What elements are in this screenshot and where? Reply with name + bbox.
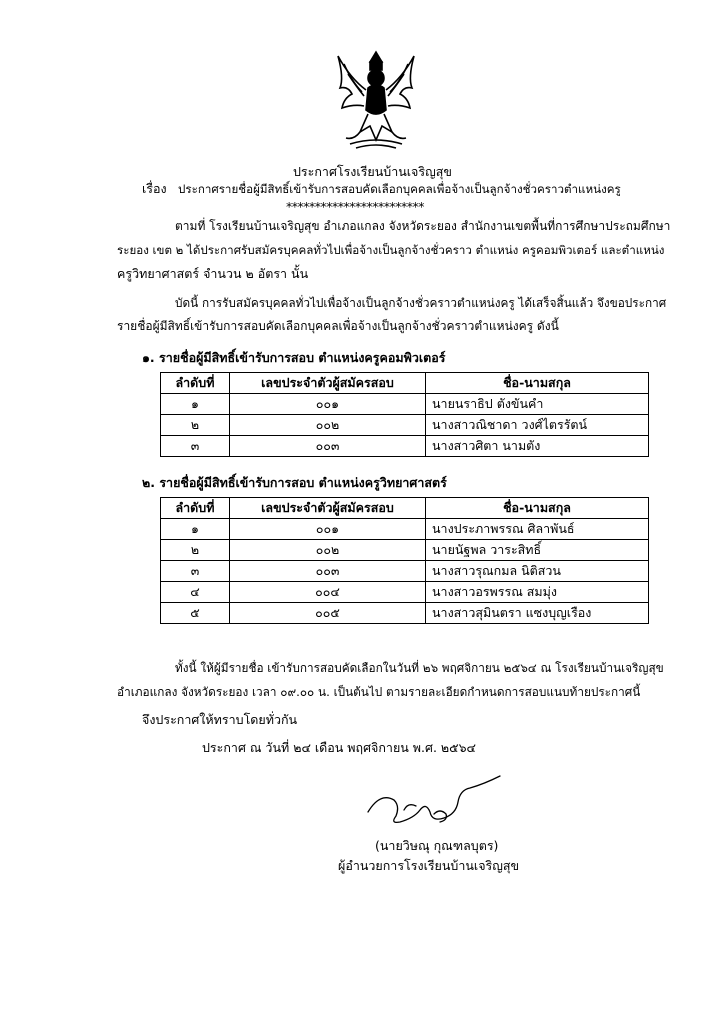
paragraph-2-line-1: บัดนี้ การรับสมัครบุคคลทั่วไปเพื่อจ้างเป็นลูกจ้างชั่วคราวตำแหน่งครู ได้เสร็จสิ้นแล้ว จึงขอประกาศ (175, 296, 667, 310)
table-row (161, 561, 649, 582)
table-row (161, 519, 649, 540)
closing-line-2: อำเภอแกลง จังหวัดระยอง เวลา ๐๙.๐๐ น. เป็นต้นไป ตามรายละเอียดกำหนดการสอบแนบท้ายประกาศนี้ (117, 685, 641, 699)
signatory-title: ผู้อำนวยการโรงเรียนบ้านเจริญสุข (338, 858, 520, 873)
full-name-cell: นางสาวสุมินตรา แซงบุญเรือง (426, 603, 649, 624)
table-header-row (161, 373, 649, 394)
applicant-number-cell: ๐๐๓ (230, 436, 426, 457)
full-name-cell: นางสาวอรพรรณ สมมุ่ง (426, 582, 649, 603)
full-name-cell: นางสาวรุณกมล นิติสวน (426, 561, 649, 582)
order-cell: ๓ (161, 436, 230, 457)
garuda-emblem-icon (330, 48, 422, 152)
table-row (161, 436, 649, 457)
applicant-number-cell: ๐๐๑ (230, 394, 426, 415)
table-row (161, 394, 649, 415)
header-divider: ************************ (286, 199, 424, 214)
announcement-date: ประกาศ ณ วันที่ ๒๔ เดือน พฤศจิกายน พ.ศ. ๒๕๖๔ (202, 740, 476, 755)
order-cell: ๔ (161, 582, 230, 603)
order-cell: ๕ (161, 603, 230, 624)
table-row (161, 582, 649, 603)
applicant-number-cell: ๐๐๔ (230, 582, 426, 603)
order-cell: ๑ (161, 519, 230, 540)
signatory-name: (นายวิษณุ กุณฑลบุตร) (375, 838, 499, 853)
applicant-number-cell: ๐๐๒ (230, 415, 426, 436)
org-announcement-title: ประกาศโรงเรียนบ้านเจริญสุข (293, 164, 452, 179)
full-name-cell: นายนัฐพล วาระสิทธิ์ (426, 540, 649, 561)
paragraph-1-line-1: ตามที่ โรงเรียนบ้านเจริญสุข อำเภอแกลง จังหวัดระยอง สำนักงานเขตพื้นที่การศึกษาประถมศึกษา (175, 219, 671, 233)
applicant-number-cell: ๐๐๕ (230, 603, 426, 624)
column-header-order: ลำดับที่ (161, 498, 230, 519)
order-cell: ๓ (161, 561, 230, 582)
science-teacher-candidates-table (160, 497, 649, 624)
column-header-full-name: ชื่อ-นามสกุล (426, 373, 649, 394)
applicant-number-cell: ๐๐๓ (230, 561, 426, 582)
full-name-cell: นางประภาพรรณ ศิลาพันธ์ (426, 519, 649, 540)
section-2-heading: ๒. รายชื่อผู้มีสิทธิ์เข้ารับการสอบ ตำแหน่งครูวิทยาศาสตร์ (142, 475, 447, 490)
column-header-applicant-number: เลขประจำตัวผู้สมัครสอบ (230, 498, 426, 519)
full-name-cell: นางสาวศิตา นามตัง (426, 436, 649, 457)
applicant-number-cell: ๐๐๑ (230, 519, 426, 540)
column-header-order: ลำดับที่ (161, 373, 230, 394)
subject-text: ประกาศรายชื่อผู้มีสิทธิ์เข้ารับการสอบคัดเลือกบุคคลเพื่อจ้างเป็นลูกจ้างชั่วคราวตำแหน่งครู (178, 182, 621, 196)
table-row (161, 540, 649, 561)
full-name-cell: นายนราธิป ตังขันคำ (426, 394, 649, 415)
paragraph-1-line-3: ครูวิทยาศาสตร์ จำนวน ๒ อัตรา นั้น (117, 266, 309, 281)
table-header-row (161, 498, 649, 519)
paragraph-2-line-2: รายชื่อผู้มีสิทธิ์เข้ารับการสอบคัดเลือกบุคคลเพื่อจ้างเป็นลูกจ้างชั่วคราวตำแหน่งครู ดังนี้ (117, 319, 559, 333)
table-row (161, 415, 649, 436)
order-cell: ๑ (161, 394, 230, 415)
column-header-full-name: ชื่อ-นามสกุล (426, 498, 649, 519)
computer-teacher-candidates-table (160, 372, 649, 457)
announce-line: จึงประกาศให้ทราบโดยทั่วกัน (142, 712, 298, 727)
order-cell: ๒ (161, 415, 230, 436)
subject-label: เรื่อง (142, 181, 167, 196)
closing-line-1: ทั้งนี้ ให้ผู้มีรายชื่อ เข้ารับการสอบคัดเลือกในวันที่ ๒๖ พฤศจิกายน ๒๕๖๔ ณ โรงเรียนบ้านเจริญสุข (175, 661, 664, 675)
signature-mark-icon (360, 772, 520, 842)
order-cell: ๒ (161, 540, 230, 561)
table-row (161, 603, 649, 624)
applicant-number-cell: ๐๐๒ (230, 540, 426, 561)
column-header-applicant-number: เลขประจำตัวผู้สมัครสอบ (230, 373, 426, 394)
section-1-heading: ๑. รายชื่อผู้มีสิทธิ์เข้ารับการสอบ ตำแหน่งครูคอมพิวเตอร์ (142, 350, 446, 365)
full-name-cell: นางสาวณิชาดา วงศ์ไตรรัตน์ (426, 415, 649, 436)
paragraph-1-line-2: ระยอง เขต ๒ ได้ประกาศรับสมัครบุคคลทั่วไปเพื่อจ้างเป็นลูกจ้างชั่วคราว ตำแหน่ง ครูคอมพิวเตอร์ และตำแหน่ง (117, 243, 665, 257)
